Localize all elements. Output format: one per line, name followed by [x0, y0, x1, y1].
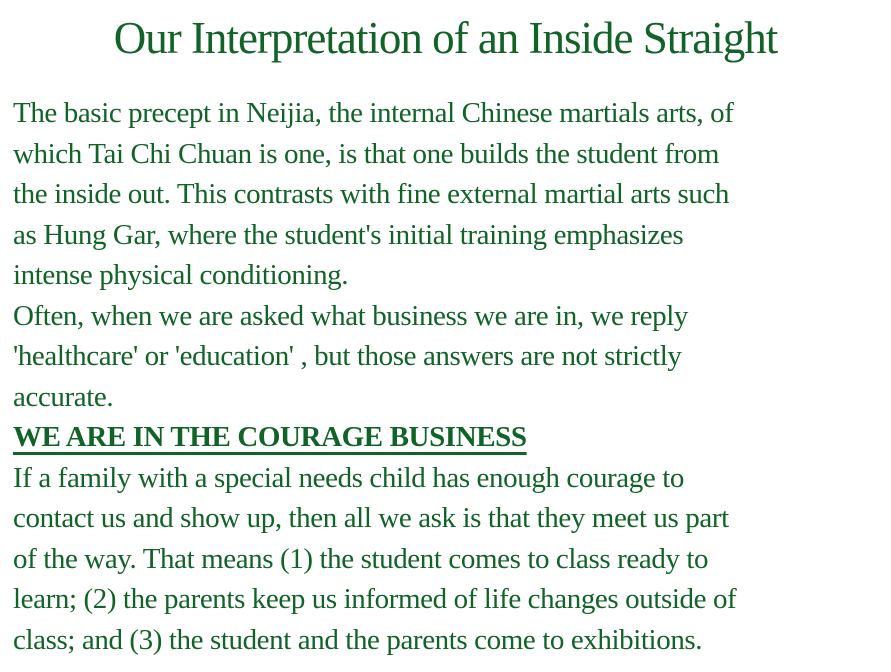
text-line: The basic precept in Neijia, the internal Chinese martials arts, of: [13, 97, 734, 129]
text-line: the inside out. This contrasts with fine external martial arts such: [13, 178, 730, 210]
text-line: accurate.: [13, 380, 114, 413]
text-line: Often, when we are asked what business we are in, we reply: [13, 299, 688, 332]
text-line: If a family with a special needs child has enough courage to: [13, 461, 684, 494]
body-text: [13, 93, 885, 660]
section-heading-text: WE ARE IN THE COURAGE BUSINESS: [13, 421, 527, 453]
text-line: 'healthcare' or 'education' , but those answers are not strictly: [13, 340, 682, 372]
text-line: of the way. That means (1) the student comes to class ready to: [13, 542, 709, 575]
text-line: as Hung Gar, where the student's initial training emphasizes: [13, 218, 684, 251]
text-line: contact us and show up, then all we ask is that they meet us part: [13, 502, 729, 534]
text-line: intense physical conditioning.: [13, 259, 349, 291]
text-line: class; and (3) the student and the parents come to exhibitions.: [13, 623, 703, 656]
section-heading: [13, 417, 885, 458]
text-line: which Tai Chi Chuan is one, is that one builds the student from: [13, 137, 720, 170]
page-title: Our Interpretation of an Inside Straight: [113, 13, 778, 63]
text-line: learn; (2) the parents keep us informed of life changes outside of: [13, 583, 737, 615]
